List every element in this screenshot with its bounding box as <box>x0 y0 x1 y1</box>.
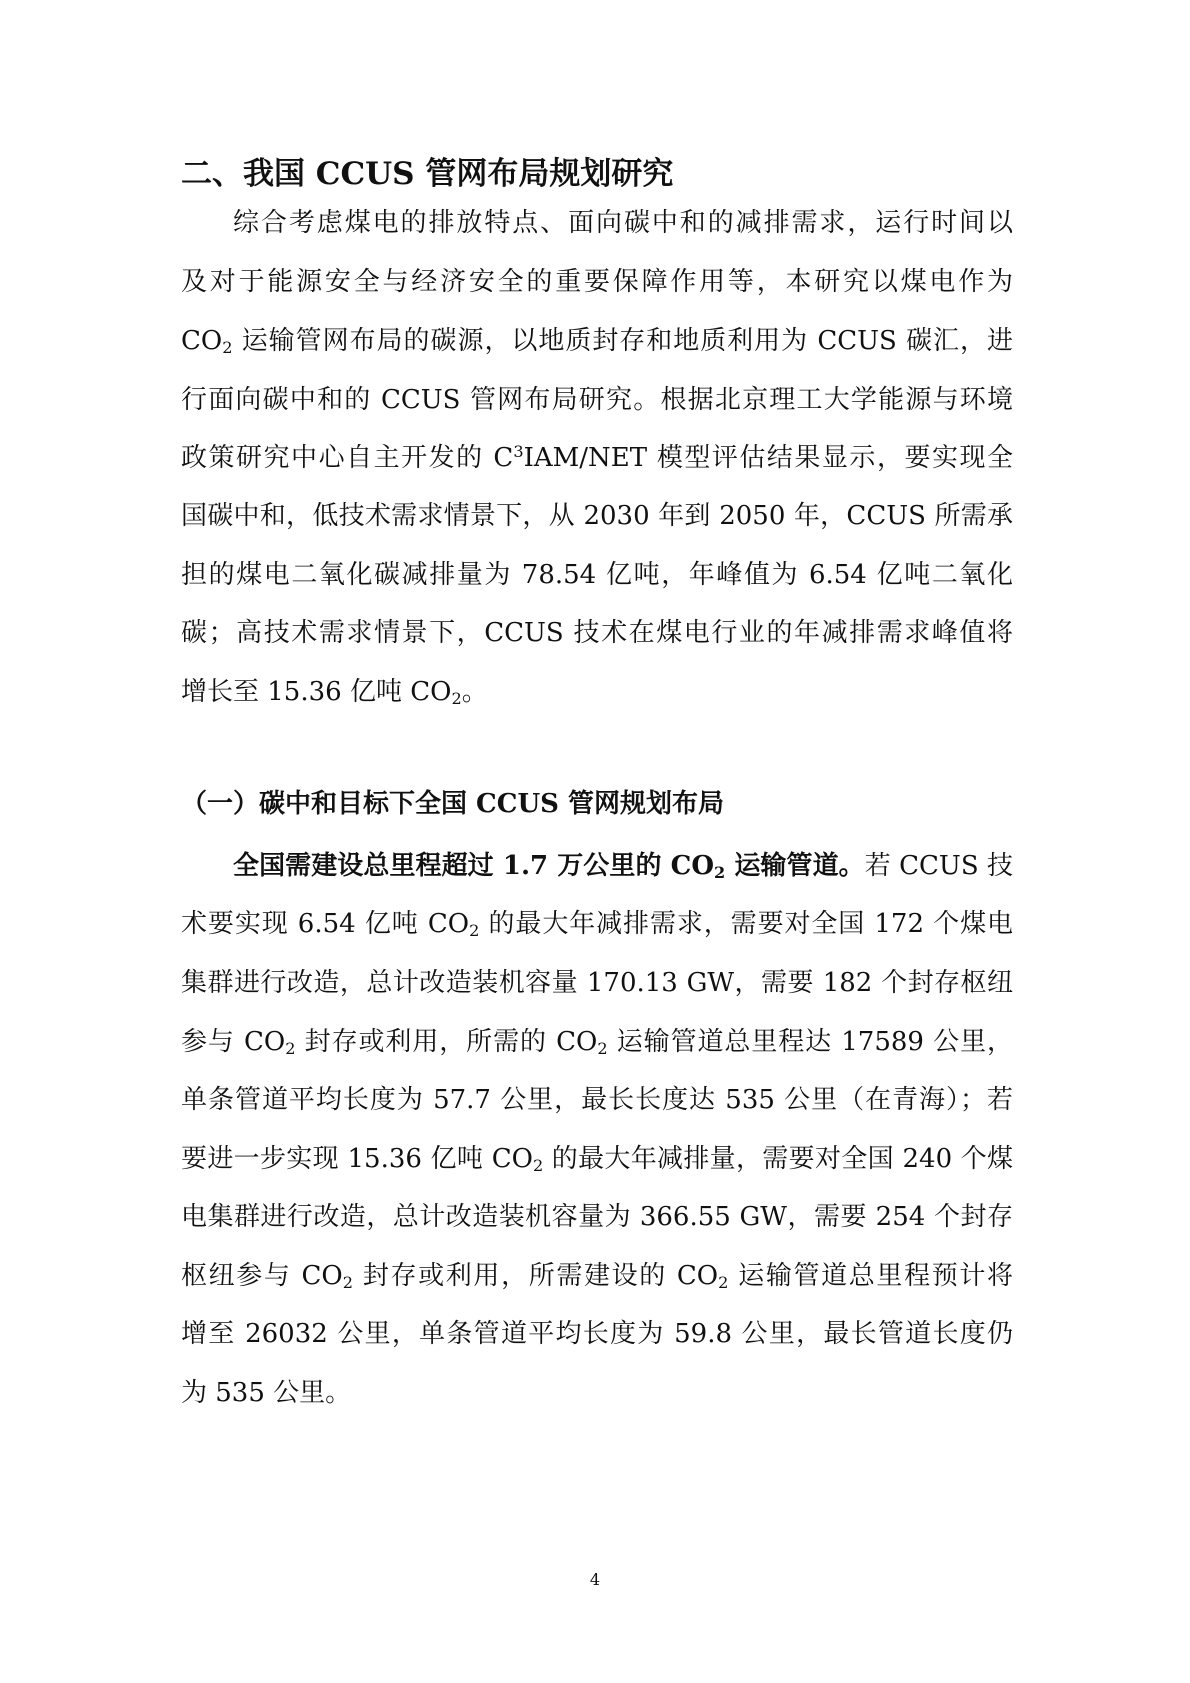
paragraph-line <box>181 1139 1013 1179</box>
subscript: 2 <box>718 1273 729 1293</box>
subscript: 2 <box>222 338 233 358</box>
text-run: 术要实现 6.54 亿吨 CO <box>181 909 470 939</box>
text-run: 运输管道总里程达 17589 公里， <box>607 1027 1013 1057</box>
subscript: 2 <box>342 1273 353 1293</box>
text-run: 集群进行改造，总计改造装机容量 170.13 GW，需要 182 个封存枢纽 <box>181 968 1013 998</box>
paragraph-line <box>181 1256 1013 1296</box>
superscript: 3 <box>513 442 524 462</box>
text-run: 封存或利用，所需建设的 CO <box>352 1261 719 1291</box>
subscript: 2 <box>451 689 462 709</box>
text-run: 行面向碳中和的 CCUS 管网布局研究。根据北京理工大学能源与环境 <box>181 385 1013 415</box>
text-run: 碳；高技术需求情景下，CCUS 技术在煤电行业的年减排需求峰值将 <box>181 618 1013 648</box>
text-run: 运输管道总里程预计将 <box>728 1261 1014 1291</box>
text-run: 参与 CO <box>181 1027 286 1057</box>
page-number: 4 <box>589 1570 601 1589</box>
paragraph-line <box>181 380 1013 420</box>
paragraph-line <box>181 262 1013 302</box>
text-run: 电集群进行改造，总计改造装机容量为 366.55 GW，需要 254 个封存 <box>181 1202 1013 1232</box>
paragraph-line <box>181 1022 1013 1062</box>
text-run: 的最大年减排需求，需要对全国 172 个煤电 <box>479 909 1013 939</box>
paragraph-line <box>181 496 1013 536</box>
text-run: 及对于能源安全与经济安全的重要保障作用等，本研究以煤电作为 <box>181 267 1013 297</box>
text-run: 枢纽参与 CO <box>181 1261 343 1291</box>
text-run: 综合考虑煤电的排放特点、面向碳中和的减排需求，运行时间以 <box>233 208 1013 238</box>
paragraph-line <box>181 963 1013 1003</box>
text-run: 增至 26032 公里，单条管道平均长度为 59.8 公里，最长管道长度仍 <box>181 1319 1013 1349</box>
paragraph-line <box>181 1197 1013 1237</box>
subscript: 2 <box>285 1039 296 1059</box>
text-run: 担的煤电二氧化碳减排量为 78.54 亿吨，年峰值为 6.54 亿吨二氧化 <box>181 560 1013 590</box>
text-run: 若 CCUS 技 <box>864 851 1013 881</box>
paragraph-line <box>181 1373 1013 1413</box>
subscript: 2 <box>532 1156 544 1176</box>
paragraph-line <box>181 904 1013 944</box>
text-run: 为 535 公里。 <box>181 1378 352 1408</box>
text-run: 单条管道平均长度为 57.7 公里，最长长度达 535 公里（在青海）；若 <box>181 1085 1013 1115</box>
paragraph-line <box>181 1314 1013 1354</box>
paragraph-line <box>181 555 1013 595</box>
paragraph-line <box>181 672 1013 712</box>
text-run: 政策研究中心自主开发的 C <box>181 443 514 473</box>
bold-text: 运输管道。 <box>725 851 865 881</box>
subscript: 2 <box>714 863 726 883</box>
text-run: CO <box>181 326 223 356</box>
paragraph-line <box>181 321 1013 361</box>
paragraph-line <box>181 613 1013 653</box>
paragraph-line <box>181 438 1013 478</box>
paragraph-line <box>233 846 1013 886</box>
text-run: 的最大年减排量，需要对全国 240 个煤 <box>543 1144 1014 1174</box>
text-run: IAM/NET 模型评估结果显示，要实现全 <box>523 443 1013 473</box>
text-run: 国碳中和，低技术需求情景下，从 2030 年到 2050 年，CCUS 所需承 <box>181 501 1013 531</box>
text-run: 封存或利用，所需的 CO <box>295 1027 598 1057</box>
section-heading: 二、我国 CCUS 管网布局规划研究 <box>181 156 674 192</box>
text-run: 。 <box>461 677 488 707</box>
text-run: 增长至 15.36 亿吨 CO <box>181 677 452 707</box>
bold-text: 全国需建设总里程超过 1.7 万公里的 CO <box>233 851 714 881</box>
text-run: 要进一步实现 15.36 亿吨 CO <box>181 1144 533 1174</box>
paragraph-line <box>181 1080 1013 1120</box>
subscript: 2 <box>597 1039 608 1059</box>
subscript: 2 <box>469 921 480 941</box>
paragraph-line <box>233 203 1013 243</box>
text-run: 运输管网布局的碳源，以地质封存和地质利用为 CCUS 碳汇，进 <box>232 326 1013 356</box>
subsection-heading: （一）碳中和目标下全国 CCUS 管网规划布局 <box>181 789 724 819</box>
